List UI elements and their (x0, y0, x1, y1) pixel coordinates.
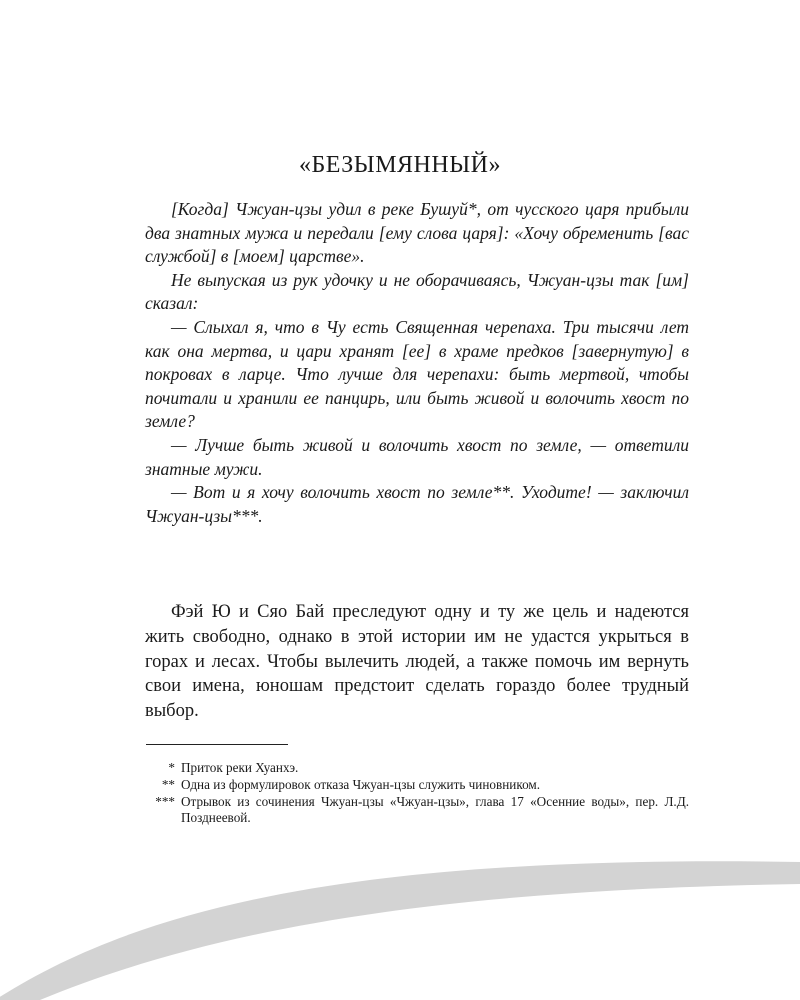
epigraph-paragraph: Не выпуская из рук удочку и не оборачиваясь, Чжуан-цзы так [им] сказал: (145, 269, 689, 314)
footnote-text: Одна из формулировок отказа Чжуан-цзы служить чиновником. (181, 776, 541, 792)
footnote-mark: *** (155, 793, 175, 809)
footnote-item (145, 777, 689, 794)
epigraph-paragraph: — Слыхал я, что в Чу есть Священная черепаха. Три тысячи лет как она мертва, и цари хранят [ее] в храме предков [завернутую] в покровах в ларце. Что лучше для черепахи: быть мертвой, чтобы почитали и хранили ее панцирь, или быть живой и волочить хвост по земле? (145, 316, 689, 432)
epigraph-paragraph: — Вот и я хочу волочить хвост по земле**. Уходите! — заключил Чжуан-цзы***. (145, 482, 689, 526)
footnote-item (145, 794, 689, 828)
chapter-intro (145, 600, 689, 724)
epigraph (145, 198, 689, 528)
epigraph-paragraph: [Когда] Чжуан-цзы удил в реке Бушуй*, от чусского царя прибыли два знатных мужа и передали [ему слова царя]: «Хочу обременить [вас службой] в [моем] царстве». (145, 199, 689, 267)
footnote-text: Приток реки Хуанхэ. (181, 760, 299, 775)
epigraph-paragraph: — Лучше быть живой и волочить хвост по земле, — ответили знатные мужи. (145, 434, 689, 479)
footnotes (145, 760, 689, 827)
intro-paragraph: Фэй Ю и Сяо Бай преследуют одну и ту же цель и надеются жить свободно, однако в этой истории им не удастся укрыться в горах и лесах. Чтобы вылечить людей, а также помочь им вернуть свои имена, юношам предстоит сделать гораздо более трудный выбор. (145, 602, 689, 722)
footnote-text: Отрывок из сочинения Чжуан-цзы «Чжуан-цзы», глава 17 «Осенние воды», пер. Л.Д. Позднеевой. (181, 793, 689, 826)
footnote-divider (146, 744, 288, 745)
chapter-title: «БЕЗЫМЯННЫЙ» (299, 152, 501, 178)
footnote-mark: * (168, 760, 175, 775)
swoosh-shape (0, 861, 800, 1000)
footnote-item (145, 760, 689, 777)
footnote-mark: ** (161, 776, 175, 792)
